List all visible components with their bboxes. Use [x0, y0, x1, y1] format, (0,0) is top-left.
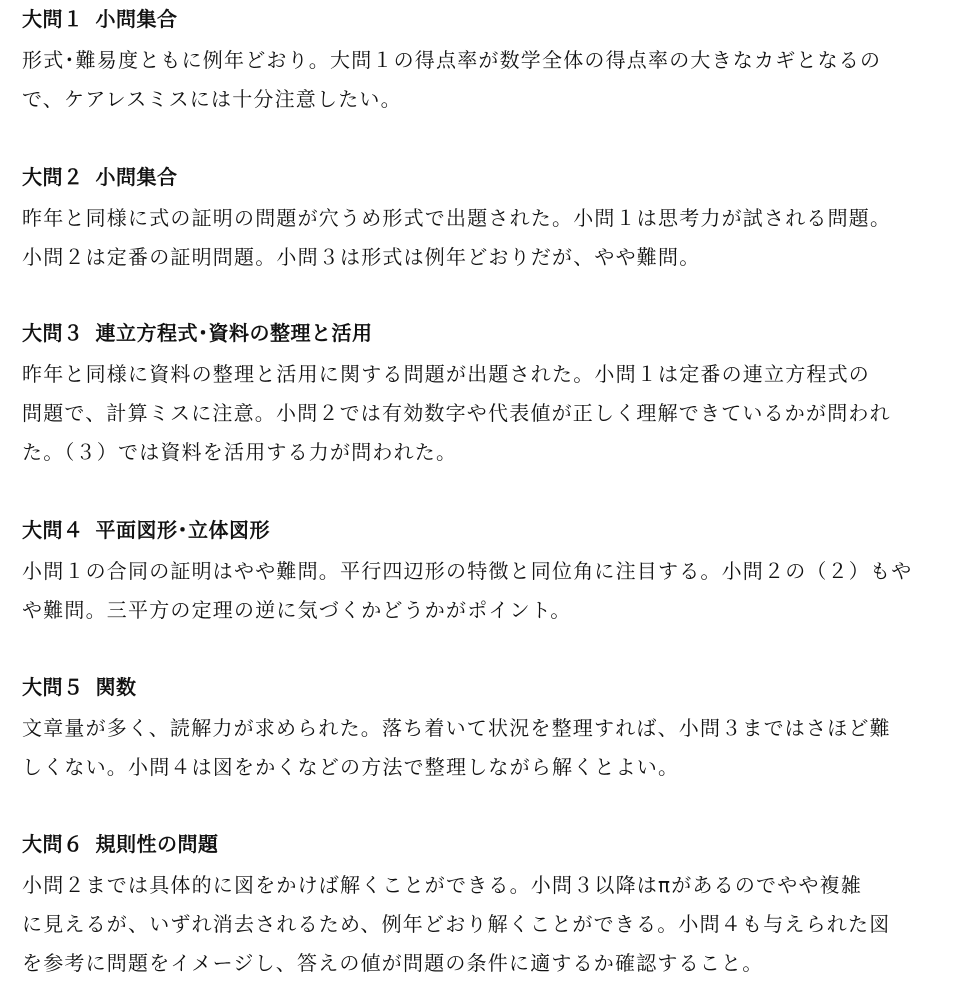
paragraph-line: を参考に問題をイメージし、答えの値が問題の条件に適するか確認すること。	[22, 951, 764, 975]
section-3	[22, 320, 952, 472]
section-paragraph	[22, 41, 952, 119]
heading-number: 大問２	[22, 165, 84, 189]
section-2	[22, 164, 952, 277]
section-5	[22, 674, 952, 787]
section-heading	[22, 6, 952, 32]
heading-number: 大問６	[22, 832, 84, 856]
heading-title: 関数	[95, 675, 137, 699]
section-paragraph	[22, 199, 952, 277]
section-heading	[22, 674, 952, 700]
section-paragraph	[22, 552, 952, 630]
heading-title: 小問集合	[95, 7, 178, 31]
section-6	[22, 831, 952, 983]
paragraph-line: 小問２は定番の証明問題。小問３は形式は例年どおりだが、やや難問。	[22, 245, 701, 269]
section-heading	[22, 320, 952, 346]
heading-title: 平面図形･立体図形	[95, 518, 270, 542]
paragraph-line: 文章量が多く、読解力が求められた。落ち着いて状況を整理すれば、小問３まではさほど難	[22, 716, 891, 740]
paragraph-line: に見えるが、いずれ消去されるため、例年どおり解くことができる。小問４も与えられた図	[22, 912, 891, 936]
paragraph-line: 問題で、計算ミスに注意。小問２では有効数字や代表値が正しく理解できているかが問われ	[22, 401, 891, 425]
paragraph-line: や難問。三平方の定理の逆に気づくかどうかがポイント。	[22, 598, 572, 622]
heading-number: 大問４	[22, 518, 84, 542]
paragraph-line: 小問２までは具体的に図をかけば解くことができる。小問３以降はπがあるのでやや複雑	[22, 873, 863, 897]
paragraph-line: 昨年と同様に資料の整理と活用に関する問題が出題された。小問１は定番の連立方程式の	[22, 362, 870, 386]
section-heading	[22, 164, 952, 190]
paragraph-line: しくない。小問４は図をかくなどの方法で整理しながら解くとよい。	[22, 755, 680, 779]
section-paragraph	[22, 709, 952, 787]
paragraph-line: 形式･難易度ともに例年どおり。大問１の得点率が数学全体の得点率の大きなカギとなるの	[22, 48, 882, 72]
paragraph-line: で、ケアレスミスには十分注意したい。	[22, 87, 402, 111]
heading-title: 小問集合	[95, 165, 178, 189]
paragraph-line: 小問１の合同の証明はやや難問。平行四辺形の特徴と同位角に注目する。小問２の（２）もや	[22, 559, 913, 583]
heading-number: 大問１	[22, 7, 84, 31]
paragraph-line: 昨年と同様に式の証明の問題が穴うめ形式で出題された。小問１は思考力が試される問題。	[22, 206, 892, 230]
section-heading	[22, 517, 952, 543]
section-paragraph	[22, 866, 952, 983]
heading-title: 規則性の問題	[95, 832, 219, 856]
section-4	[22, 517, 952, 630]
section-1	[22, 6, 952, 119]
section-heading	[22, 831, 952, 857]
section-paragraph	[22, 355, 952, 472]
paragraph-line: た。（３）では資料を活用する力が問われた。	[22, 440, 458, 464]
heading-number: 大問５	[22, 675, 84, 699]
heading-number: 大問３	[22, 321, 84, 345]
heading-title: 連立方程式･資料の整理と活用	[95, 321, 373, 345]
